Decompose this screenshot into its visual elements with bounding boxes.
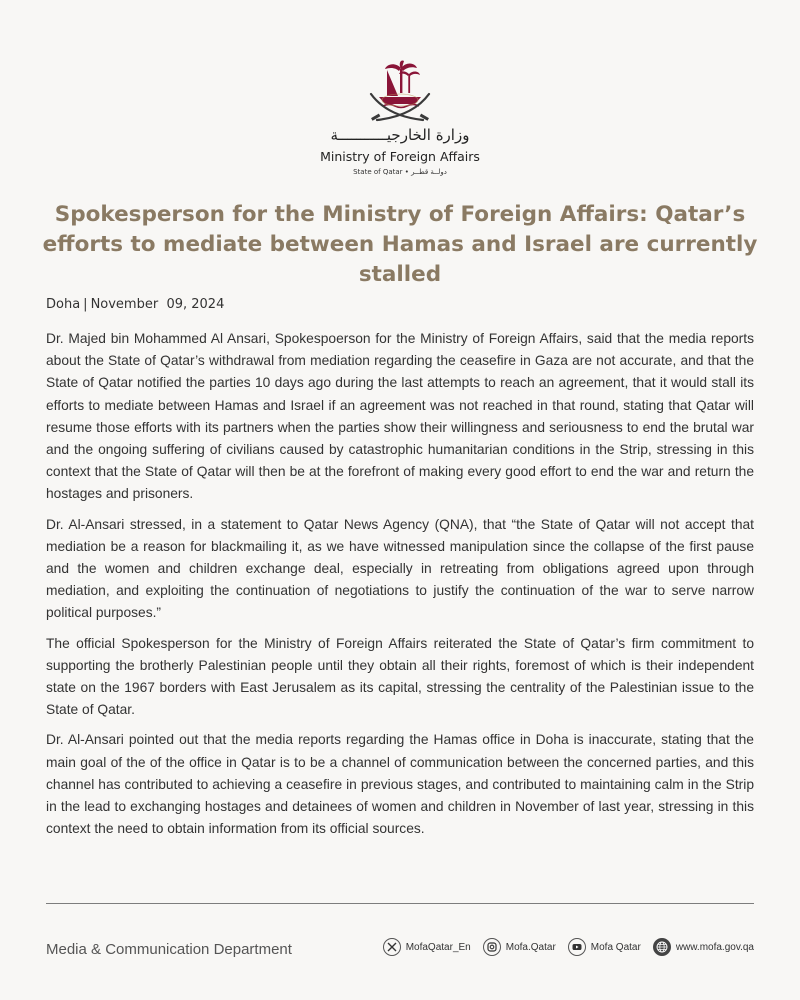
footer-department: Media & Communication Department <box>46 941 292 958</box>
state-line: State of Qatar • دولــة قطــر <box>353 168 447 176</box>
social-label-website: www.mofa.gov.qa <box>675 941 754 953</box>
social-item-youtube[interactable] <box>568 938 641 956</box>
ministry-arabic-name: وزارة الخارجيـــــــــــة <box>330 126 470 144</box>
social-label-youtube: Mofa Qatar <box>590 941 641 953</box>
dateline <box>46 297 224 312</box>
social-item-website[interactable] <box>653 938 754 956</box>
ministry-english-name: Ministry of Foreign Affairs <box>320 149 480 164</box>
globe-icon <box>653 938 671 956</box>
qatar-emblem-icon <box>365 60 435 126</box>
header <box>0 60 800 126</box>
social-label-instagram: Mofa.Qatar <box>505 941 556 953</box>
social-label-x: MofaQatar_En <box>405 941 471 953</box>
youtube-icon <box>568 938 586 956</box>
social-links <box>383 938 754 956</box>
social-item-x[interactable] <box>383 938 471 956</box>
dateline-separator: | <box>83 297 88 312</box>
x-icon <box>383 938 401 956</box>
paragraph-4: Dr. Al-Ansari pointed out that the media reports regarding the Hamas office in Doha is inaccurate, stating that the main goal of the of the office in Qatar is to be a channel of communication between the concerned parties, and this channel has contributed to achieving a ceasefire in previous stages, and contributed to maintaining calm in the Strip in the lead to exchanging hostages and detainees of women and children in November of last year, stressing in this context the need to obtain information from its official sources. <box>46 732 754 837</box>
paragraph-3: The official Spokesperson for the Ministry of Foreign Affairs reiterated the State of Qatar’s firm commitment to supporting the brotherly Palestinian people until they obtain all their rights, foremost of which is their independent state on the 1967 borders with East Jerusalem as its capital, stressing the centrality of the Palestinian issue to the State of Qatar. <box>46 635 754 718</box>
article-title: Spokesperson for the Ministry of Foreign Affairs: Qatar’s efforts to mediate between Hamas and Israel are currently stalled <box>42 202 758 287</box>
dateline-date: November 09, 2024 <box>90 297 225 312</box>
paragraph-2: Dr. Al-Ansari stressed, in a statement to Qatar News Agency (QNA), that “the State of Qatar will not accept that mediation be a reason for blackmailing it, as we have witnessed manipulation since the collapse of the first pause and the women and children exchange deal, especially in retreating from obligations agreed upon through mediation, and exploiting the continuation of negotiations to justify the continuation of the war to serve narrow political purposes.” <box>46 516 754 621</box>
dateline-location: Doha <box>46 297 81 312</box>
instagram-icon <box>483 938 501 956</box>
social-item-instagram[interactable] <box>483 938 556 956</box>
article-body <box>46 328 754 848</box>
paragraph-1: Dr. Majed bin Mohammed Al Ansari, Spokespoerson for the Ministry of Foreign Affairs, said that the media reports about the State of Qatar’s withdrawal from mediation regarding the ceasefire in Gaza are not accurate, and that the State of Qatar notified the parties 10 days ago during the last attempts to reach an agreement, that it would stall its efforts to mediate between Hamas and Israel if an agreement was not reached in that round, stating that Qatar will resume those efforts with its partners when the parties show their willingness and seriousness to end the brutal war and the ongoing suffering of civilians caused by catastrophic humanitarian conditions in the Strip, stressing in this context that the State of Qatar will then be at the forefront of making every good effort to end the war and return the hostages and prisoners. <box>46 331 754 502</box>
footer-divider <box>46 903 754 904</box>
